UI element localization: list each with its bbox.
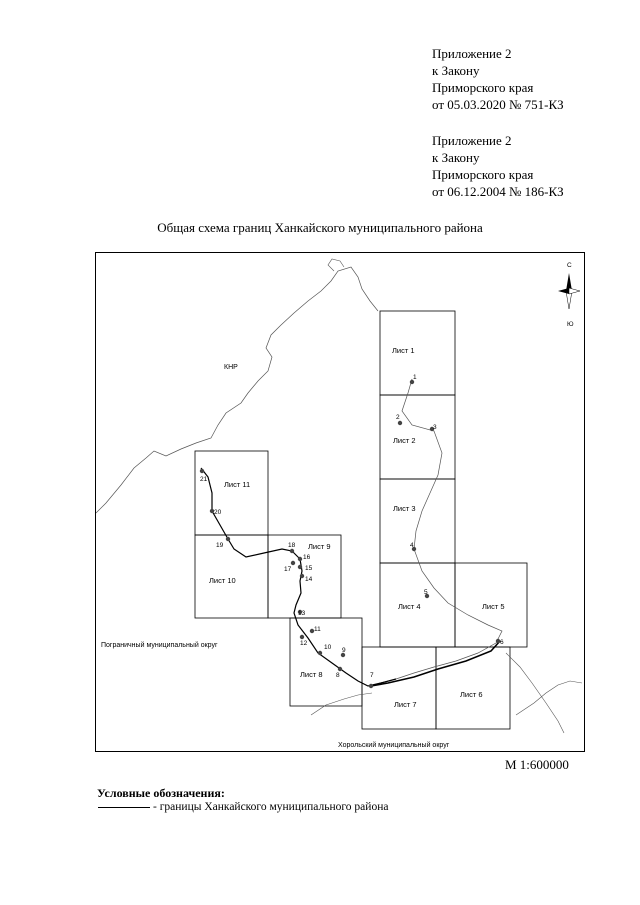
header-line: от 06.12.2004 № 186-КЗ [432,184,564,199]
point-marker [318,651,322,655]
point-number-label: 16 [303,554,311,561]
southern-border-line [506,653,564,733]
point-number-label: 9 [342,647,346,654]
state-border-line [96,267,378,513]
point-number-label: 8 [336,672,340,679]
point-marker [369,684,373,688]
sheet-frame-6 [436,647,510,729]
point-number-label: 15 [305,565,313,572]
sheet-frame-11 [195,451,268,535]
header-line: Приложение 2 [432,133,512,148]
map-frame [95,252,585,752]
header-line: Приморского края [432,167,534,182]
point-number-label: 17 [284,566,292,573]
compass-north: С [567,262,572,269]
header-line: Приложение 2 [432,46,512,61]
point-marker [338,667,342,671]
point-number-label: 21 [200,476,208,483]
point-number-label: 4 [410,542,414,549]
china-label: КНР [224,364,238,371]
thin-line-icon [98,807,150,808]
sheet-label-7: Лист 7 [394,700,417,709]
point-number-label: 2 [396,414,400,421]
sheet-label-8: Лист 8 [300,670,323,679]
sheet-label-10: Лист 10 [209,576,236,585]
point-number-label: 5 [424,589,428,596]
point-number-label: 19 [216,542,224,549]
sheet-label-6: Лист 6 [460,690,483,699]
sheet-label-5: Лист 5 [482,602,505,611]
sheet-label-3: Лист 3 [393,504,416,513]
point-marker [200,469,204,473]
point-marker [298,557,302,561]
point-number-label: 6 [500,639,504,646]
point-marker [290,549,294,553]
sheet-frame-7 [362,647,436,729]
point-number-label: 3 [433,424,437,431]
header-line: к Закону [432,63,480,78]
point-number-label: 18 [288,542,296,549]
point-number-label: 7 [370,672,374,679]
point-number-label: 10 [324,644,332,651]
legend-item-boundary [97,800,577,814]
point-number-label: 20 [214,509,222,516]
compass-icon [558,262,580,328]
khorolsky-label: Хорольский муниципальный округ [338,742,450,749]
point-number-label: 14 [305,576,313,583]
point-marker [226,537,230,541]
sheet-grid [195,311,527,729]
point-marker [300,574,304,578]
header-line: от 05.03.2020 № 751-КЗ [432,97,564,112]
sheet-label-4: Лист 4 [398,602,421,611]
point-number-label: 12 [300,640,308,647]
sheet-label-11: Лист 11 [224,480,251,489]
header-block-original [432,132,564,200]
map-title: Общая схема границ Ханкайского муниципального района [157,220,483,235]
sheet-frame-3 [380,479,455,563]
southern-border-line [516,681,582,715]
point-number-label: 11 [314,626,321,633]
point-number-label: 1 [413,374,417,381]
compass-south: Ю [567,321,574,328]
adjacent-border-line [371,641,500,686]
legend-title: Условные обозначения: [97,786,225,800]
legend-symbol [97,800,151,814]
sheet-frame-8 [290,618,362,706]
header-line: к Закону [432,150,480,165]
header-line: Приморского края [432,80,534,95]
point-marker [291,561,295,565]
header-block-current [432,45,564,113]
point-marker [300,635,304,639]
point-marker [298,565,302,569]
point-marker [398,421,402,425]
southern-border-line [311,693,372,715]
sheet-frame-2 [380,395,455,479]
sheet-label-2: Лист 2 [393,436,416,445]
map-scale: М 1:600000 [505,757,569,772]
pogranichny-label: Пограничный муниципальный округ [101,642,218,649]
point-number-label: 13 [298,610,306,617]
state-border-line [328,259,344,271]
sheet-label-9: Лист 9 [308,542,331,551]
legend [97,800,577,814]
legend-text: - границы Ханкайского муниципального района [153,801,389,813]
sheet-label-1: Лист 1 [392,346,415,355]
map-canvas [96,253,585,752]
